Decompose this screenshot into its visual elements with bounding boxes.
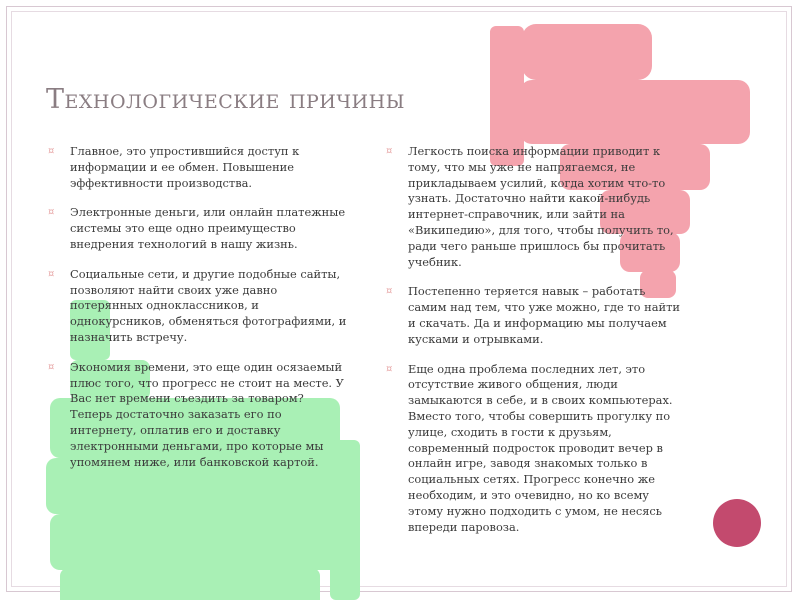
bullet-icon: ¤ bbox=[48, 207, 55, 219]
bullet-icon: ¤ bbox=[48, 361, 55, 373]
right-paragraph bbox=[386, 144, 684, 270]
bullet-icon: ¤ bbox=[386, 286, 393, 298]
bullet-icon: ¤ bbox=[386, 363, 393, 375]
bullet-icon: ¤ bbox=[48, 146, 55, 157]
left-paragraph bbox=[48, 267, 348, 346]
left-paragraph bbox=[48, 144, 348, 191]
right-paragraph bbox=[386, 284, 684, 347]
left-paragraph bbox=[48, 205, 348, 252]
left-paragraph-text: Экономия времени, это еще один осязаемый плюс того, что прогресс не стоит на месте. У Вас нет времени съездить за товаром? Теперь достаточно заказать его по интернету, оплатив его и доставку электронными деньгами, про которые мы упомянем ниже, или банковской картой. bbox=[70, 359, 344, 469]
right-paragraph-text: Еще одна проблема последних лет, это отсутствие живого общения, люди замыкаются в себе, и в своих компьютерах. Вместо того, чтобы совершить прогулку по улице, сходить в гости к друзьям, современный подросток проводит вечер в онлайн игре, заводя знакомых только в социальных сетях. Прогресс конечно же необходим, и это очевидно, но ко всему этому нужно подходить с умом, не несясь впереди паровоза. bbox=[408, 361, 673, 534]
right-paragraph bbox=[386, 362, 684, 536]
right-paragraph-text: Легкость поиска информации приводит к тому, что мы уже не напрягаемся, не прикладываем усилий, когда хотим что-то узнать. Достаточно найти какой-нибудь интернет-справочник, или зайти на «Википедию», для того, чтобы получить то, ради чего раньше пришлось бы прочитать учебник. bbox=[408, 144, 674, 269]
left-column bbox=[48, 144, 348, 484]
right-paragraph-text: Постепенно теряется навык – работать самим над тем, что уже можно, где то найти и скачать. Да и информацию мы получаем кусками и отрывками. bbox=[408, 284, 680, 346]
left-paragraph-text: Социальные сети, и другие подобные сайты, позволяют найти своих уже давно потерянных одноклассников, и однокурсников, обменяться фотографиями, и назначить встречу. bbox=[70, 266, 347, 344]
accent-circle bbox=[713, 499, 761, 547]
right-column bbox=[386, 144, 684, 549]
left-paragraph-text: Электронные деньги, или онлайн платежные системы это еще одно преимущество внедрения технологий в нашу жизнь. bbox=[70, 205, 346, 251]
left-paragraph bbox=[48, 360, 348, 471]
slide-title: Технологические причины bbox=[46, 84, 405, 115]
bullet-icon: ¤ bbox=[48, 268, 55, 280]
bullet-icon: ¤ bbox=[386, 146, 393, 157]
left-paragraph-text: Главное, это упростившийся доступ к информации и ее обмен. Повышение эффективности производства. bbox=[70, 144, 300, 190]
